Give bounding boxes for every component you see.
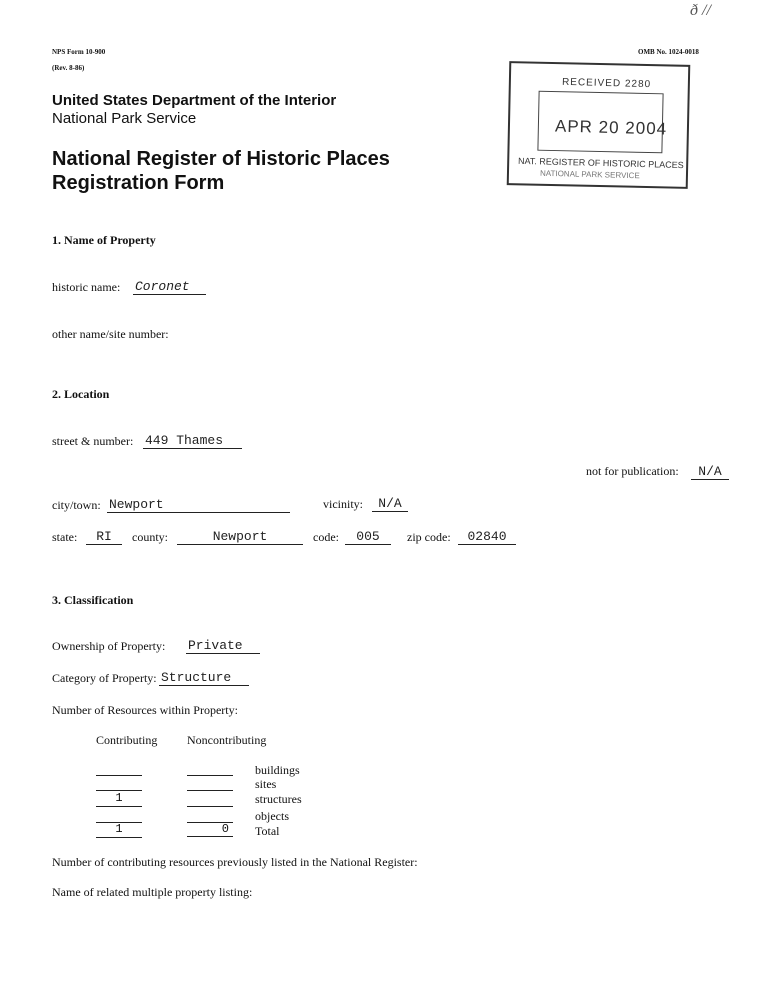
form-number: NPS Form 10-900 — [52, 48, 106, 56]
not-for-publication-label: not for publication: — [586, 464, 679, 478]
contributing-count[interactable] — [96, 775, 142, 791]
city-town-label: city/town: — [52, 498, 101, 512]
handwritten-mark: ð // — [690, 2, 711, 19]
historic-name-value[interactable]: Coronet — [133, 280, 206, 295]
contributing-count[interactable] — [96, 760, 142, 776]
contributing-column-header: Contributing — [96, 733, 158, 747]
service-name: National Park Service — [52, 110, 197, 127]
category-label: Category of Property: — [52, 671, 157, 685]
contributing-count[interactable]: 1 — [96, 791, 142, 807]
form-revision: (Rev. 8-86) — [52, 64, 85, 72]
noncontributing-count[interactable] — [187, 807, 233, 823]
noncontributing-count[interactable] — [187, 760, 233, 776]
stamp-received-text: RECEIVED 2280 — [561, 76, 652, 91]
county-label: county: — [132, 530, 168, 544]
noncontributing-count[interactable]: 0 — [187, 822, 233, 837]
contributing-count[interactable] — [96, 807, 142, 823]
other-name-label: other name/site number: — [52, 327, 169, 341]
vicinity-label: vicinity: — [323, 497, 363, 511]
section-3-heading: 3. Classification — [52, 593, 134, 607]
noncontributing-count[interactable] — [187, 791, 233, 807]
not-for-publication-value[interactable]: N/A — [691, 465, 729, 480]
city-town-value[interactable]: Newport — [107, 498, 290, 513]
noncontributing-count[interactable] — [187, 775, 233, 791]
historic-name-label: historic name: — [52, 280, 121, 294]
stamp-registry-text: NAT. REGISTER OF HISTORIC PLACES — [517, 155, 684, 171]
street-number-value[interactable]: 449 Thames — [143, 434, 242, 449]
resource-type-label: structures — [255, 792, 302, 806]
omb-number: OMB No. 1024-0018 — [638, 48, 699, 56]
ownership-value[interactable]: Private — [186, 639, 260, 654]
vicinity-value[interactable]: N/A — [372, 497, 408, 512]
state-value[interactable]: RI — [86, 530, 122, 545]
code-value[interactable]: 005 — [345, 530, 391, 545]
resource-type-label: buildings — [255, 763, 300, 777]
previously-listed-label: Number of contributing resources previously listed in the National Register: — [52, 855, 418, 869]
code-label: code: — [313, 530, 339, 544]
resources-label: Number of Resources within Property: — [52, 703, 238, 717]
section-2-heading: 2. Location — [52, 387, 110, 401]
category-value[interactable]: Structure — [159, 671, 249, 686]
form-title-line1: National Register of Historic Places — [52, 148, 390, 170]
ownership-label: Ownership of Property: — [52, 639, 166, 653]
state-label: state: — [52, 530, 78, 544]
county-value[interactable]: Newport — [177, 530, 303, 545]
noncontributing-column-header: Noncontributing — [187, 733, 267, 747]
resource-type-label: objects — [255, 809, 289, 823]
stamp-date: APR 20 2004 — [554, 116, 668, 139]
contributing-count[interactable]: 1 — [96, 822, 142, 838]
department-name: United States Department of the Interior — [52, 92, 337, 109]
section-1-heading: 1. Name of Property — [52, 233, 156, 247]
stamp-service-text: NATIONAL PARK SERVICE — [539, 168, 640, 181]
multiple-property-listing-label: Name of related multiple property listing: — [52, 885, 253, 899]
resource-type-label: sites — [255, 777, 277, 791]
form-title-line2: Registration Form — [52, 172, 225, 194]
street-number-label: street & number: — [52, 434, 134, 448]
resource-type-label: Total — [255, 824, 280, 838]
zip-code-label: zip code: — [407, 530, 451, 544]
zip-code-value[interactable]: 02840 — [458, 530, 516, 545]
